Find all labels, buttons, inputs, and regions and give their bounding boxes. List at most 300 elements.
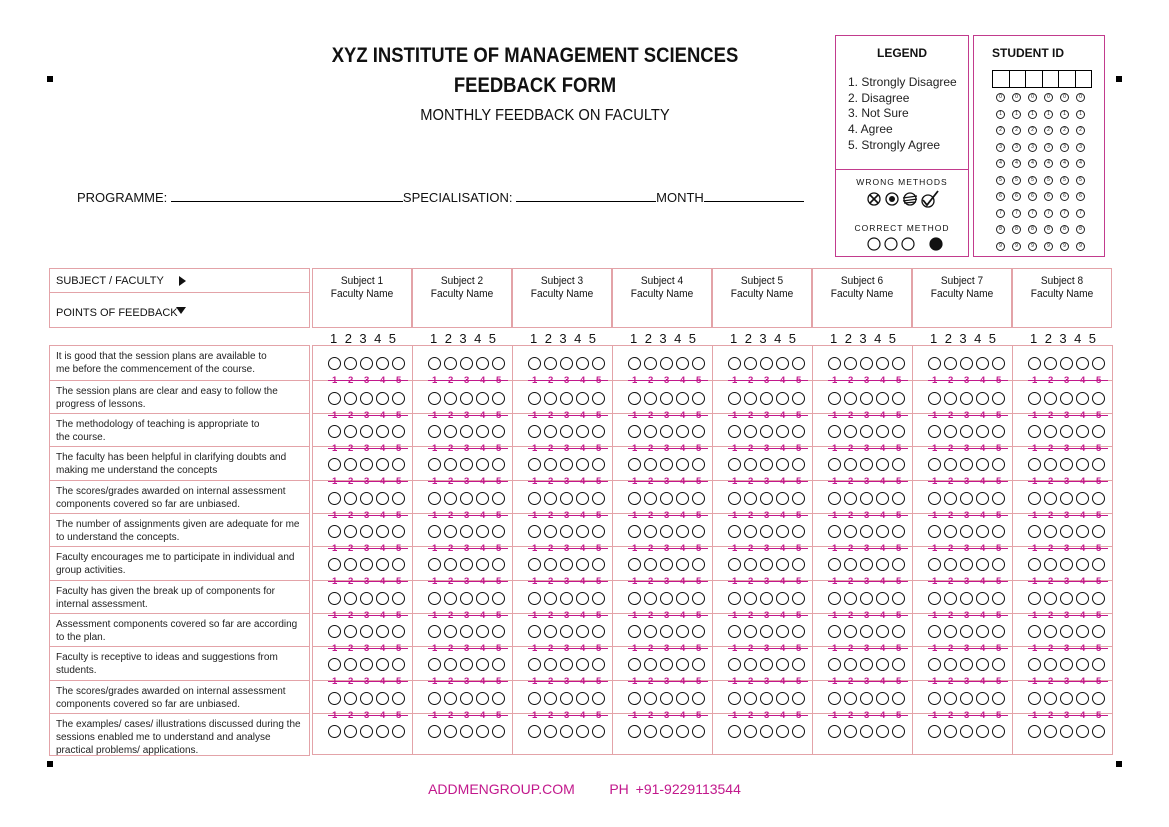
response-bubble[interactable] bbox=[360, 592, 373, 605]
response-bubble[interactable] bbox=[976, 425, 989, 438]
response-bubble[interactable] bbox=[544, 492, 557, 505]
response-bubble[interactable] bbox=[776, 658, 789, 671]
response-bubble[interactable] bbox=[760, 692, 773, 705]
response-bubble[interactable] bbox=[860, 525, 873, 538]
response-bubble[interactable] bbox=[760, 525, 773, 538]
response-bubble[interactable] bbox=[828, 392, 841, 405]
response-bubble[interactable] bbox=[760, 492, 773, 505]
response-bubble[interactable] bbox=[776, 558, 789, 571]
response-bubble[interactable] bbox=[944, 725, 957, 738]
response-bubble[interactable] bbox=[528, 725, 541, 738]
response-bubble[interactable] bbox=[928, 425, 941, 438]
response-bubble[interactable] bbox=[1060, 357, 1073, 370]
response-bubble[interactable] bbox=[676, 725, 689, 738]
response-bubble[interactable] bbox=[1060, 658, 1073, 671]
response-bubble[interactable] bbox=[976, 357, 989, 370]
response-bubble[interactable] bbox=[744, 525, 757, 538]
student-id-entry-boxes[interactable] bbox=[992, 70, 1092, 88]
response-bubble[interactable] bbox=[344, 525, 357, 538]
response-bubble[interactable] bbox=[428, 725, 441, 738]
response-bubble[interactable] bbox=[444, 558, 457, 571]
response-bubble[interactable] bbox=[1076, 392, 1089, 405]
response-bubble[interactable] bbox=[360, 492, 373, 505]
response-bubble[interactable] bbox=[844, 392, 857, 405]
response-bubble[interactable] bbox=[844, 357, 857, 370]
response-bubble[interactable] bbox=[492, 492, 505, 505]
response-bubble[interactable] bbox=[392, 625, 405, 638]
response-bubble[interactable] bbox=[892, 492, 905, 505]
response-bubble[interactable] bbox=[676, 425, 689, 438]
response-bubble[interactable] bbox=[444, 592, 457, 605]
response-bubble[interactable] bbox=[844, 558, 857, 571]
response-bubble[interactable] bbox=[776, 425, 789, 438]
response-bubble[interactable] bbox=[876, 392, 889, 405]
response-bubble[interactable] bbox=[576, 625, 589, 638]
response-bubble[interactable] bbox=[828, 492, 841, 505]
response-bubble[interactable] bbox=[344, 692, 357, 705]
student-id-bubble[interactable]: 2 bbox=[1028, 126, 1037, 135]
response-bubble[interactable] bbox=[360, 458, 373, 471]
response-bubble[interactable] bbox=[492, 525, 505, 538]
response-bubble[interactable] bbox=[1044, 625, 1057, 638]
response-bubble[interactable] bbox=[1076, 425, 1089, 438]
response-bubble[interactable] bbox=[444, 525, 457, 538]
response-bubble[interactable] bbox=[1028, 725, 1041, 738]
response-bubble[interactable] bbox=[592, 357, 605, 370]
response-bubble[interactable] bbox=[1028, 558, 1041, 571]
response-bubble[interactable] bbox=[344, 658, 357, 671]
student-id-bubble[interactable]: 3 bbox=[1044, 143, 1053, 152]
response-bubble[interactable] bbox=[460, 558, 473, 571]
response-bubble[interactable] bbox=[928, 625, 941, 638]
response-bubble[interactable] bbox=[992, 458, 1005, 471]
response-bubble[interactable] bbox=[328, 625, 341, 638]
response-bubble[interactable] bbox=[692, 658, 705, 671]
response-bubble[interactable] bbox=[476, 458, 489, 471]
response-bubble[interactable] bbox=[1060, 692, 1073, 705]
student-id-bubble[interactable]: 4 bbox=[1012, 159, 1021, 168]
response-bubble[interactable] bbox=[492, 725, 505, 738]
response-bubble[interactable] bbox=[860, 492, 873, 505]
response-bubble[interactable] bbox=[1060, 725, 1073, 738]
response-bubble[interactable] bbox=[492, 425, 505, 438]
response-bubble[interactable] bbox=[1028, 692, 1041, 705]
response-bubble[interactable] bbox=[576, 525, 589, 538]
response-bubble[interactable] bbox=[692, 492, 705, 505]
response-bubble[interactable] bbox=[360, 425, 373, 438]
response-bubble[interactable] bbox=[1092, 357, 1105, 370]
response-bubble[interactable] bbox=[744, 558, 757, 571]
student-id-bubble[interactable]: 0 bbox=[1044, 93, 1053, 102]
response-bubble[interactable] bbox=[644, 692, 657, 705]
response-bubble[interactable] bbox=[892, 392, 905, 405]
response-bubble[interactable] bbox=[944, 592, 957, 605]
response-bubble[interactable] bbox=[460, 725, 473, 738]
response-bubble[interactable] bbox=[328, 658, 341, 671]
response-bubble[interactable] bbox=[860, 357, 873, 370]
response-bubble[interactable] bbox=[628, 425, 641, 438]
response-bubble[interactable] bbox=[692, 625, 705, 638]
response-bubble[interactable] bbox=[544, 458, 557, 471]
response-bubble[interactable] bbox=[1044, 458, 1057, 471]
response-bubble[interactable] bbox=[660, 492, 673, 505]
response-bubble[interactable] bbox=[1076, 592, 1089, 605]
student-id-bubble[interactable]: 4 bbox=[1060, 159, 1069, 168]
response-bubble[interactable] bbox=[528, 558, 541, 571]
response-bubble[interactable] bbox=[760, 592, 773, 605]
response-bubble[interactable] bbox=[728, 392, 741, 405]
student-id-bubble[interactable]: 4 bbox=[1044, 159, 1053, 168]
response-bubble[interactable] bbox=[344, 492, 357, 505]
response-bubble[interactable] bbox=[476, 592, 489, 605]
response-bubble[interactable] bbox=[444, 658, 457, 671]
student-id-bubble[interactable]: 5 bbox=[1028, 176, 1037, 185]
response-bubble[interactable] bbox=[944, 492, 957, 505]
student-id-bubble[interactable]: 3 bbox=[1060, 143, 1069, 152]
response-bubble[interactable] bbox=[876, 357, 889, 370]
response-bubble[interactable] bbox=[760, 458, 773, 471]
student-id-bubble[interactable]: 7 bbox=[1044, 209, 1053, 218]
response-bubble[interactable] bbox=[860, 692, 873, 705]
response-bubble[interactable] bbox=[792, 725, 805, 738]
response-bubble[interactable] bbox=[828, 458, 841, 471]
response-bubble[interactable] bbox=[828, 625, 841, 638]
response-bubble[interactable] bbox=[660, 725, 673, 738]
response-bubble[interactable] bbox=[428, 625, 441, 638]
response-bubble[interactable] bbox=[976, 392, 989, 405]
student-id-bubble[interactable]: 8 bbox=[1028, 225, 1037, 234]
response-bubble[interactable] bbox=[760, 558, 773, 571]
response-bubble[interactable] bbox=[892, 592, 905, 605]
response-bubble[interactable] bbox=[528, 458, 541, 471]
student-id-bubble[interactable]: 4 bbox=[1028, 159, 1037, 168]
student-id-bubble[interactable]: 3 bbox=[1012, 143, 1021, 152]
response-bubble[interactable] bbox=[860, 625, 873, 638]
response-bubble[interactable] bbox=[344, 625, 357, 638]
response-bubble[interactable] bbox=[560, 625, 573, 638]
response-bubble[interactable] bbox=[976, 658, 989, 671]
response-bubble[interactable] bbox=[444, 458, 457, 471]
student-id-bubble[interactable]: 4 bbox=[1076, 159, 1085, 168]
response-bubble[interactable] bbox=[592, 492, 605, 505]
response-bubble[interactable] bbox=[828, 658, 841, 671]
response-bubble[interactable] bbox=[392, 357, 405, 370]
response-bubble[interactable] bbox=[1092, 692, 1105, 705]
response-bubble[interactable] bbox=[844, 625, 857, 638]
response-bubble[interactable] bbox=[560, 658, 573, 671]
response-bubble[interactable] bbox=[860, 658, 873, 671]
response-bubble[interactable] bbox=[576, 725, 589, 738]
response-bubble[interactable] bbox=[1044, 392, 1057, 405]
response-bubble[interactable] bbox=[844, 592, 857, 605]
response-bubble[interactable] bbox=[876, 525, 889, 538]
response-bubble[interactable] bbox=[728, 625, 741, 638]
response-bubble[interactable] bbox=[492, 592, 505, 605]
response-bubble[interactable] bbox=[892, 525, 905, 538]
response-bubble[interactable] bbox=[428, 658, 441, 671]
response-bubble[interactable] bbox=[376, 658, 389, 671]
response-bubble[interactable] bbox=[792, 492, 805, 505]
response-bubble[interactable] bbox=[492, 558, 505, 571]
response-bubble[interactable] bbox=[692, 558, 705, 571]
response-bubble[interactable] bbox=[1044, 725, 1057, 738]
response-bubble[interactable] bbox=[476, 492, 489, 505]
response-bubble[interactable] bbox=[560, 425, 573, 438]
response-bubble[interactable] bbox=[360, 392, 373, 405]
response-bubble[interactable] bbox=[692, 357, 705, 370]
response-bubble[interactable] bbox=[560, 725, 573, 738]
response-bubble[interactable] bbox=[328, 592, 341, 605]
response-bubble[interactable] bbox=[792, 357, 805, 370]
response-bubble[interactable] bbox=[392, 592, 405, 605]
response-bubble[interactable] bbox=[1076, 525, 1089, 538]
student-id-bubble[interactable]: 9 bbox=[1012, 242, 1021, 251]
response-bubble[interactable] bbox=[744, 425, 757, 438]
response-bubble[interactable] bbox=[876, 658, 889, 671]
student-id-bubble[interactable]: 3 bbox=[1076, 143, 1085, 152]
response-bubble[interactable] bbox=[644, 525, 657, 538]
response-bubble[interactable] bbox=[360, 692, 373, 705]
response-bubble[interactable] bbox=[1060, 525, 1073, 538]
response-bubble[interactable] bbox=[944, 692, 957, 705]
response-bubble[interactable] bbox=[728, 558, 741, 571]
response-bubble[interactable] bbox=[876, 725, 889, 738]
response-bubble[interactable] bbox=[976, 692, 989, 705]
response-bubble[interactable] bbox=[392, 425, 405, 438]
response-bubble[interactable] bbox=[892, 625, 905, 638]
response-bubble[interactable] bbox=[692, 425, 705, 438]
response-bubble[interactable] bbox=[644, 558, 657, 571]
response-bubble[interactable] bbox=[960, 492, 973, 505]
response-bubble[interactable] bbox=[444, 625, 457, 638]
response-bubble[interactable] bbox=[592, 658, 605, 671]
response-bubble[interactable] bbox=[476, 558, 489, 571]
response-bubble[interactable] bbox=[828, 692, 841, 705]
response-bubble[interactable] bbox=[992, 525, 1005, 538]
response-bubble[interactable] bbox=[628, 492, 641, 505]
student-id-bubble[interactable]: 9 bbox=[1044, 242, 1053, 251]
student-id-bubble[interactable]: 1 bbox=[1028, 110, 1037, 119]
response-bubble[interactable] bbox=[360, 357, 373, 370]
response-bubble[interactable] bbox=[344, 725, 357, 738]
response-bubble[interactable] bbox=[692, 725, 705, 738]
response-bubble[interactable] bbox=[792, 592, 805, 605]
response-bubble[interactable] bbox=[560, 525, 573, 538]
response-bubble[interactable] bbox=[1044, 658, 1057, 671]
response-bubble[interactable] bbox=[460, 425, 473, 438]
student-id-bubble[interactable]: 1 bbox=[1060, 110, 1069, 119]
response-bubble[interactable] bbox=[592, 525, 605, 538]
response-bubble[interactable] bbox=[676, 625, 689, 638]
student-id-bubble[interactable]: 2 bbox=[1012, 126, 1021, 135]
response-bubble[interactable] bbox=[476, 425, 489, 438]
response-bubble[interactable] bbox=[792, 692, 805, 705]
response-bubble[interactable] bbox=[628, 357, 641, 370]
response-bubble[interactable] bbox=[960, 425, 973, 438]
response-bubble[interactable] bbox=[976, 492, 989, 505]
response-bubble[interactable] bbox=[592, 392, 605, 405]
response-bubble[interactable] bbox=[976, 525, 989, 538]
student-id-bubble[interactable]: 5 bbox=[996, 176, 1005, 185]
response-bubble[interactable] bbox=[660, 692, 673, 705]
response-bubble[interactable] bbox=[644, 392, 657, 405]
response-bubble[interactable] bbox=[628, 558, 641, 571]
response-bubble[interactable] bbox=[1092, 558, 1105, 571]
response-bubble[interactable] bbox=[1028, 357, 1041, 370]
response-bubble[interactable] bbox=[628, 625, 641, 638]
response-bubble[interactable] bbox=[1060, 592, 1073, 605]
response-bubble[interactable] bbox=[460, 592, 473, 605]
response-bubble[interactable] bbox=[1044, 558, 1057, 571]
response-bubble[interactable] bbox=[960, 625, 973, 638]
response-bubble[interactable] bbox=[960, 658, 973, 671]
response-bubble[interactable] bbox=[628, 725, 641, 738]
response-bubble[interactable] bbox=[476, 392, 489, 405]
response-bubble[interactable] bbox=[560, 392, 573, 405]
response-bubble[interactable] bbox=[476, 625, 489, 638]
response-bubble[interactable] bbox=[944, 658, 957, 671]
response-bubble[interactable] bbox=[644, 458, 657, 471]
response-bubble[interactable] bbox=[1060, 625, 1073, 638]
response-bubble[interactable] bbox=[328, 425, 341, 438]
response-bubble[interactable] bbox=[760, 357, 773, 370]
response-bubble[interactable] bbox=[492, 357, 505, 370]
student-id-bubble[interactable]: 2 bbox=[996, 126, 1005, 135]
response-bubble[interactable] bbox=[444, 357, 457, 370]
response-bubble[interactable] bbox=[592, 692, 605, 705]
response-bubble[interactable] bbox=[528, 692, 541, 705]
response-bubble[interactable] bbox=[976, 725, 989, 738]
response-bubble[interactable] bbox=[676, 525, 689, 538]
response-bubble[interactable] bbox=[628, 692, 641, 705]
response-bubble[interactable] bbox=[528, 525, 541, 538]
response-bubble[interactable] bbox=[844, 692, 857, 705]
student-id-bubble[interactable]: 1 bbox=[996, 110, 1005, 119]
response-bubble[interactable] bbox=[360, 558, 373, 571]
response-bubble[interactable] bbox=[744, 692, 757, 705]
response-bubble[interactable] bbox=[1044, 525, 1057, 538]
response-bubble[interactable] bbox=[876, 558, 889, 571]
response-bubble[interactable] bbox=[944, 525, 957, 538]
response-bubble[interactable] bbox=[844, 458, 857, 471]
response-bubble[interactable] bbox=[544, 525, 557, 538]
response-bubble[interactable] bbox=[944, 458, 957, 471]
response-bubble[interactable] bbox=[544, 392, 557, 405]
response-bubble[interactable] bbox=[676, 692, 689, 705]
response-bubble[interactable] bbox=[376, 458, 389, 471]
response-bubble[interactable] bbox=[828, 425, 841, 438]
response-bubble[interactable] bbox=[460, 392, 473, 405]
response-bubble[interactable] bbox=[628, 458, 641, 471]
response-bubble[interactable] bbox=[676, 392, 689, 405]
response-bubble[interactable] bbox=[860, 725, 873, 738]
response-bubble[interactable] bbox=[528, 592, 541, 605]
response-bubble[interactable] bbox=[992, 492, 1005, 505]
response-bubble[interactable] bbox=[644, 658, 657, 671]
response-bubble[interactable] bbox=[328, 392, 341, 405]
response-bubble[interactable] bbox=[360, 625, 373, 638]
response-bubble[interactable] bbox=[592, 558, 605, 571]
response-bubble[interactable] bbox=[576, 425, 589, 438]
response-bubble[interactable] bbox=[1028, 425, 1041, 438]
response-bubble[interactable] bbox=[992, 357, 1005, 370]
student-id-bubble[interactable]: 6 bbox=[1012, 192, 1021, 201]
response-bubble[interactable] bbox=[644, 425, 657, 438]
response-bubble[interactable] bbox=[492, 692, 505, 705]
response-bubble[interactable] bbox=[776, 492, 789, 505]
response-bubble[interactable] bbox=[560, 357, 573, 370]
response-bubble[interactable] bbox=[628, 592, 641, 605]
response-bubble[interactable] bbox=[644, 725, 657, 738]
response-bubble[interactable] bbox=[976, 592, 989, 605]
response-bubble[interactable] bbox=[328, 692, 341, 705]
response-bubble[interactable] bbox=[776, 625, 789, 638]
response-bubble[interactable] bbox=[660, 625, 673, 638]
response-bubble[interactable] bbox=[392, 692, 405, 705]
response-bubble[interactable] bbox=[876, 625, 889, 638]
response-bubble[interactable] bbox=[928, 592, 941, 605]
response-bubble[interactable] bbox=[792, 658, 805, 671]
response-bubble[interactable] bbox=[860, 392, 873, 405]
response-bubble[interactable] bbox=[392, 525, 405, 538]
response-bubble[interactable] bbox=[992, 592, 1005, 605]
response-bubble[interactable] bbox=[776, 392, 789, 405]
response-bubble[interactable] bbox=[376, 357, 389, 370]
response-bubble[interactable] bbox=[376, 558, 389, 571]
response-bubble[interactable] bbox=[444, 425, 457, 438]
student-id-bubble[interactable]: 2 bbox=[1044, 126, 1053, 135]
response-bubble[interactable] bbox=[944, 625, 957, 638]
response-bubble[interactable] bbox=[1092, 592, 1105, 605]
student-id-bubble[interactable]: 2 bbox=[1076, 126, 1085, 135]
response-bubble[interactable] bbox=[1028, 592, 1041, 605]
response-bubble[interactable] bbox=[576, 592, 589, 605]
response-bubble[interactable] bbox=[844, 492, 857, 505]
response-bubble[interactable] bbox=[328, 558, 341, 571]
response-bubble[interactable] bbox=[328, 725, 341, 738]
response-bubble[interactable] bbox=[576, 357, 589, 370]
response-bubble[interactable] bbox=[1076, 458, 1089, 471]
student-id-bubble[interactable]: 0 bbox=[1060, 93, 1069, 102]
response-bubble[interactable] bbox=[660, 392, 673, 405]
response-bubble[interactable] bbox=[992, 392, 1005, 405]
student-id-bubble[interactable]: 3 bbox=[996, 143, 1005, 152]
response-bubble[interactable] bbox=[576, 458, 589, 471]
response-bubble[interactable] bbox=[960, 725, 973, 738]
response-bubble[interactable] bbox=[560, 592, 573, 605]
student-id-bubble[interactable]: 6 bbox=[1028, 192, 1037, 201]
response-bubble[interactable] bbox=[360, 725, 373, 738]
student-id-bubble[interactable]: 0 bbox=[1076, 93, 1085, 102]
student-id-bubble[interactable]: 0 bbox=[1012, 93, 1021, 102]
response-bubble[interactable] bbox=[992, 558, 1005, 571]
student-id-bubble[interactable]: 4 bbox=[996, 159, 1005, 168]
response-bubble[interactable] bbox=[860, 558, 873, 571]
response-bubble[interactable] bbox=[1060, 392, 1073, 405]
response-bubble[interactable] bbox=[692, 692, 705, 705]
response-bubble[interactable] bbox=[1092, 458, 1105, 471]
student-id-bubble[interactable]: 8 bbox=[1060, 225, 1069, 234]
response-bubble[interactable] bbox=[744, 492, 757, 505]
response-bubble[interactable] bbox=[892, 425, 905, 438]
response-bubble[interactable] bbox=[360, 658, 373, 671]
response-bubble[interactable] bbox=[960, 392, 973, 405]
response-bubble[interactable] bbox=[744, 658, 757, 671]
response-bubble[interactable] bbox=[460, 525, 473, 538]
response-bubble[interactable] bbox=[744, 357, 757, 370]
response-bubble[interactable] bbox=[644, 592, 657, 605]
response-bubble[interactable] bbox=[928, 458, 941, 471]
